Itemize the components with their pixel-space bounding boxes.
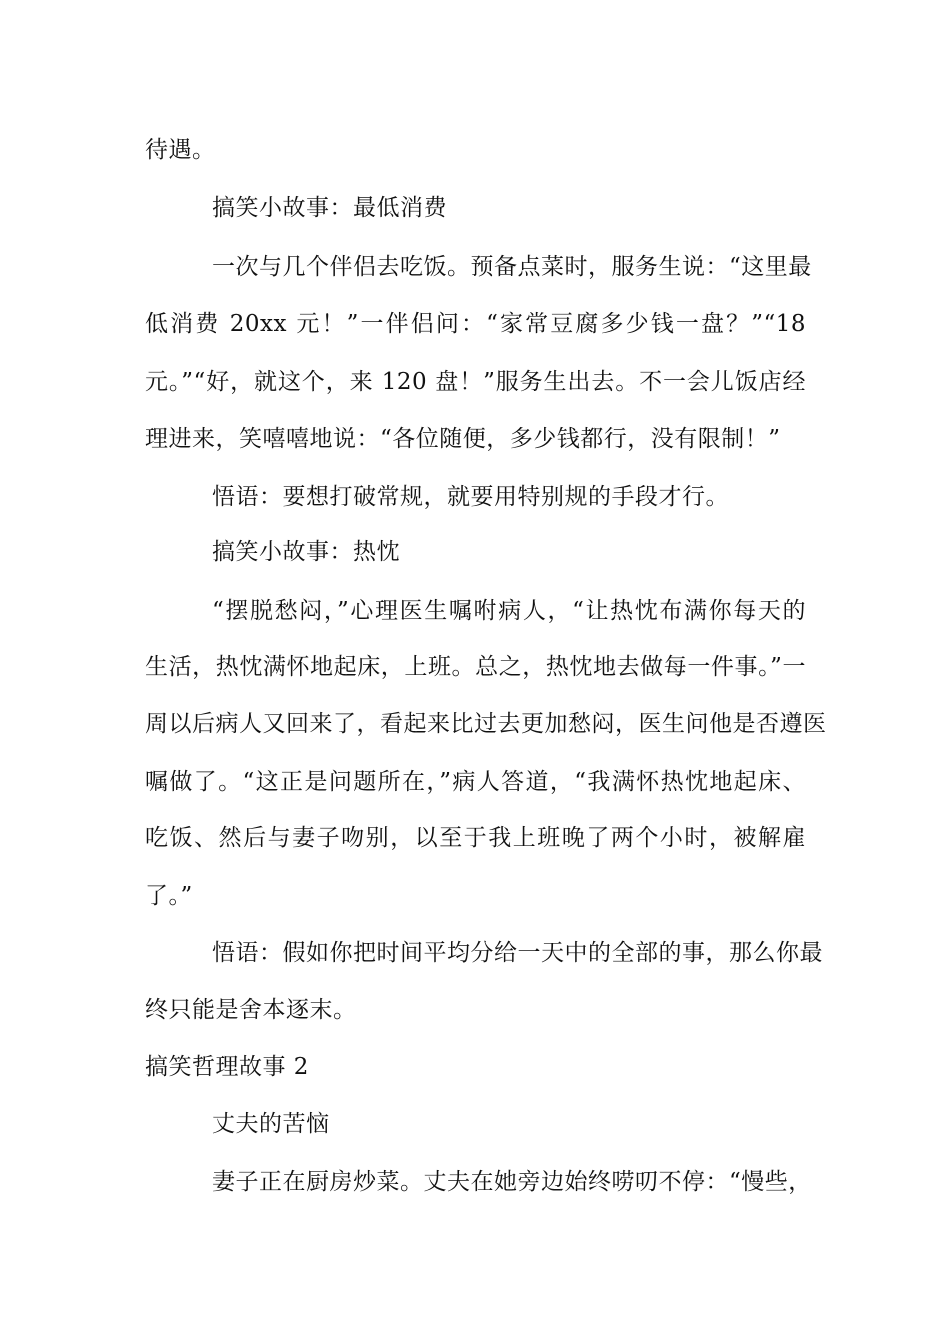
section-heading: 搞笑小故事：最低消费 [212, 195, 447, 221]
story-title: 丈夫的苦恼 [212, 1111, 330, 1137]
text-line: 待遇。 [145, 137, 216, 163]
text-line: 理进来，笑嘻嘻地说：“各位随便，多少钱都行，没有限制！” [145, 426, 781, 452]
text-line: 终只能是舍本逐末。 [145, 997, 357, 1023]
moral-line: 悟语：要想打破常规，就要用特别规的手段才行。 [212, 484, 729, 510]
text-line: 嘱做了。“这正是问题所在，”病人答道，“我满怀热忱地起床、 [145, 769, 806, 795]
text-line: 一次与几个伴侣去吃饭。预备点菜时，服务生说：“这里最 [212, 254, 812, 280]
section-heading: 搞笑小故事：热忱 [212, 539, 400, 565]
text-line: 元。”“好，就这个，来 120 盘！”服务生出去。不一会儿饭店经 [145, 369, 806, 395]
text-line: “摆脱愁闷，”心理医生嘱咐病人，“让热忱布满你每天的 [212, 598, 806, 624]
text-line: 周以后病人又回来了，看起来比过去更加愁闷，医生问他是否遵医 [145, 711, 827, 737]
text-line: 了。” [145, 883, 193, 909]
text-line: 妻子正在厨房炒菜。丈夫在她旁边始终唠叨不停：“慢些， [212, 1169, 812, 1195]
moral-line: 悟语：假如你把时间平均分给一天中的全部的事，那么你最 [212, 940, 823, 966]
text-line: 低消费 20xx 元！”一伴侣问：“家常豆腐多少钱一盘？”“18 [145, 311, 806, 337]
chapter-heading: 搞笑哲理故事 2 [145, 1054, 309, 1080]
text-line: 生活，热忱满怀地起床，上班。总之，热忱地去做每一件事。”一 [145, 654, 806, 680]
text-line: 吃饭、然后与妻子吻别，以至于我上班晚了两个小时，被解雇 [145, 825, 806, 851]
